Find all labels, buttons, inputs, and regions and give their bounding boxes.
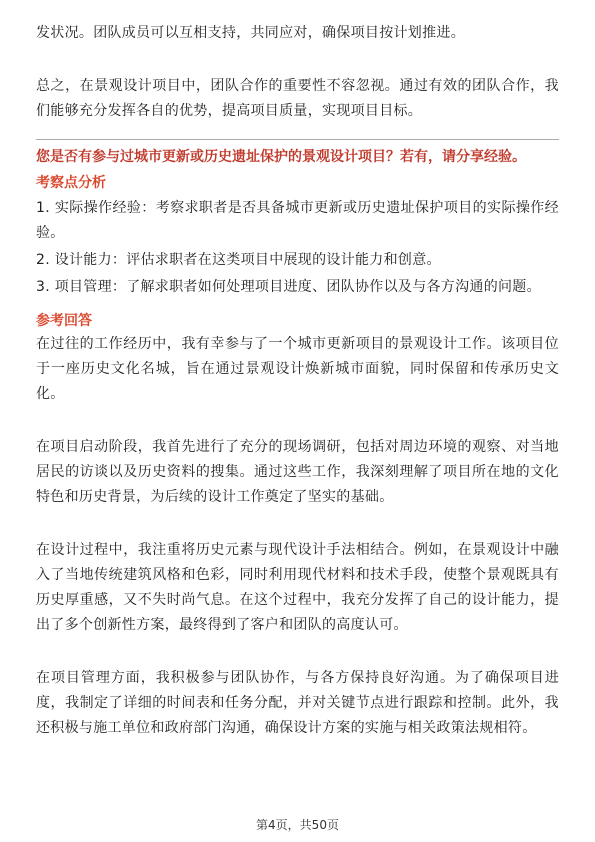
body-paragraph: 发状况。团队成员可以互相支持，共同应对，确保项目按计划推进。 [36,25,465,41]
answer-paragraph: 在设计过程中，我注重将历史元素与现代设计手法相结合。例如，在景观设计中融入了当地传统建筑风格和色彩，同时利用现代材料和技术手段，使整个景观既具有历史厚重感，又不失时尚气息。在这个过程中，我充分发挥了自己的设计能力，提出了多个创新性方案，最终得到了客户和团队的高度认可。 [36,542,559,633]
answer-paragraph: 在项目管理方面，我积极参与团队协作，与各方保持良好沟通。为了确保项目进度，我制定了详细的时间表和任务分配，并对关键节点进行跟踪和控制。此外，我还积极与施工单位和政府部门沟通，确保设计方案的实施与相关政策法规相符。 [36,670,559,736]
body-paragraph: 总之，在景观设计项目中，团队合作的重要性不容忽视。通过有效的团队合作，我们能够充分发挥各自的优势，提高项目质量，实现项目目标。 [36,78,559,119]
question-heading: 您是否有参与过城市更新或历史遗址保护的景观设计项目？若有，请分享经验。 [36,149,526,165]
answer-paragraph: 在项目启动阶段，我首先进行了充分的现场调研，包括对周边环境的观察、对当地居民的访谈以及历史资料的搜集。通过这些工作，我深刻理解了项目所在地的文化特色和历史背景，为后续的设计工作奠定了坚实的基础。 [36,439,559,505]
answer-label: 参考回答 [36,313,92,329]
analysis-label: 考察点分析 [36,175,106,191]
analysis-item: 1. 实际操作经验：考察求职者是否具备城市更新或历史遗址保护项目的实际操作经验。 [36,200,559,241]
analysis-item: 3. 项目管理：了解求职者如何处理项目进度、团队协作以及与各方沟通的问题。 [36,279,541,295]
section-divider [36,139,559,140]
answer-paragraph: 在过往的工作经历中，我有幸参与了一个城市更新项目的景观设计工作。该项目位于一座历史文化名城，旨在通过景观设计焕新城市面貌，同时保留和传承历史文化。 [36,336,559,402]
document-page [36,0,559,741]
page-footer: 第4页，共50页 [256,818,339,832]
analysis-item: 2. 设计能力：评估求职者在这类项目中展现的设计能力和创意。 [36,252,441,268]
